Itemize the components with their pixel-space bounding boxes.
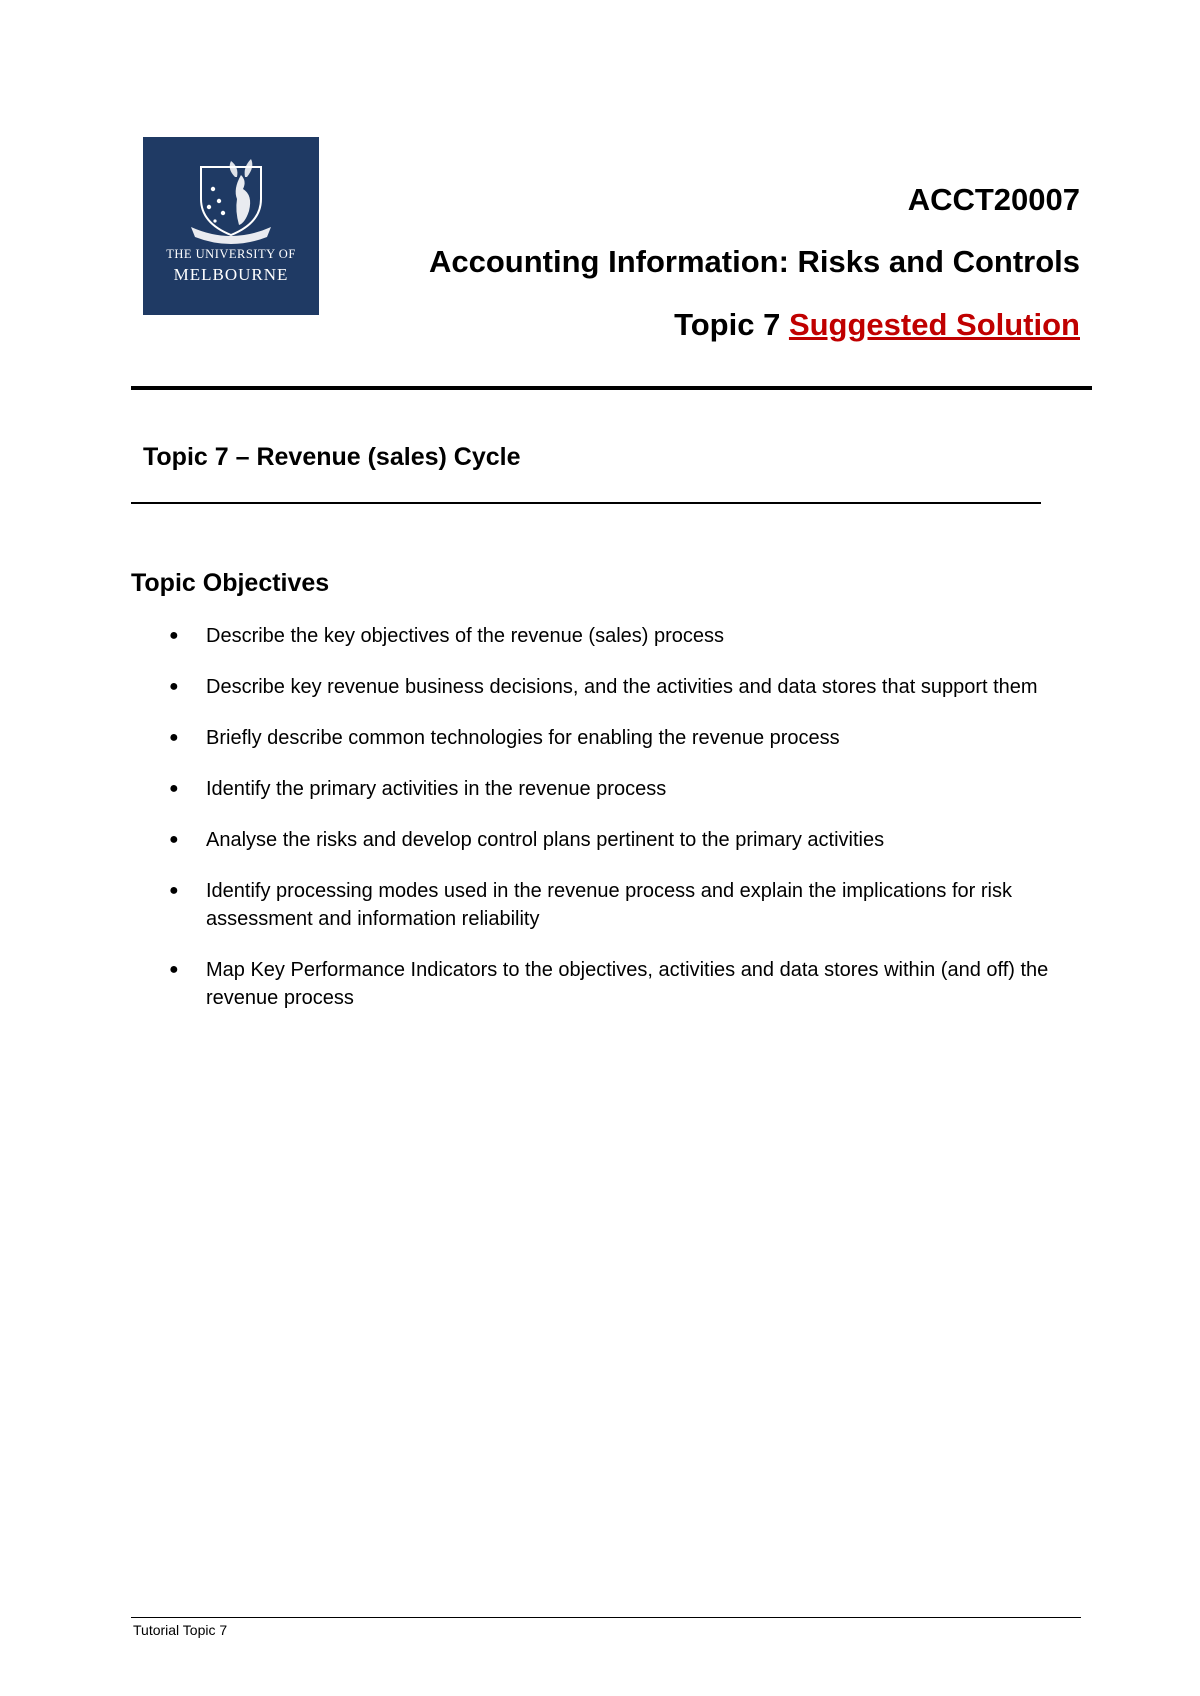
bullet-icon: ● xyxy=(169,729,179,746)
list-item xyxy=(169,622,1089,650)
list-item xyxy=(169,877,1089,933)
list-item xyxy=(169,673,1089,701)
course-code: ACCT20007 xyxy=(907,182,1080,217)
suggested-solution-label: Suggested Solution xyxy=(788,307,1080,342)
objective-text: Briefly describe common technologies for enabling the revenue process xyxy=(206,727,840,749)
crest-icon xyxy=(143,137,319,247)
footer-divider xyxy=(131,1617,1081,1618)
logo-line1: THE UNIVERSITY OF xyxy=(166,247,296,261)
objective-text: Analyse the risks and develop control plans pertinent to the primary activities xyxy=(206,829,885,851)
footer-text: Tutorial Topic 7 xyxy=(133,1622,228,1638)
topic-prefix: Topic 7 xyxy=(674,307,781,342)
list-item xyxy=(169,724,1089,752)
objectives-list xyxy=(169,622,1089,1035)
objective-text: Identify the primary activities in the revenue process xyxy=(206,778,667,800)
bullet-icon: ● xyxy=(169,831,179,848)
objective-text: Identify processing modes used in the revenue process and explain the implications for risk assessment and information reliability xyxy=(206,880,1012,930)
list-item xyxy=(169,956,1089,1012)
objective-text: Describe the key objectives of the revenue (sales) process xyxy=(206,625,725,647)
university-logo xyxy=(143,137,319,315)
course-title: Accounting Information: Risks and Controls xyxy=(428,244,1080,279)
header-divider xyxy=(131,386,1092,390)
topic-subtitle xyxy=(674,307,1080,343)
bullet-icon: ● xyxy=(169,627,179,644)
list-item xyxy=(169,775,1089,803)
list-item xyxy=(169,826,1089,854)
bullet-icon: ● xyxy=(169,780,179,797)
bullet-icon: ● xyxy=(169,882,179,899)
bullet-icon: ● xyxy=(169,678,179,695)
objective-text: Describe key revenue business decisions, and the activities and data stores that support them xyxy=(206,676,1038,698)
objective-text: Map Key Performance Indicators to the objectives, activities and data stores within (and off) the revenue process xyxy=(206,959,1049,1009)
topic-divider xyxy=(131,502,1041,504)
topic-heading: Topic 7 – Revenue (sales) Cycle xyxy=(143,443,521,471)
objectives-heading: Topic Objectives xyxy=(131,569,330,597)
logo-line2: MELBOURNE xyxy=(173,265,289,284)
bullet-icon: ● xyxy=(169,961,179,978)
